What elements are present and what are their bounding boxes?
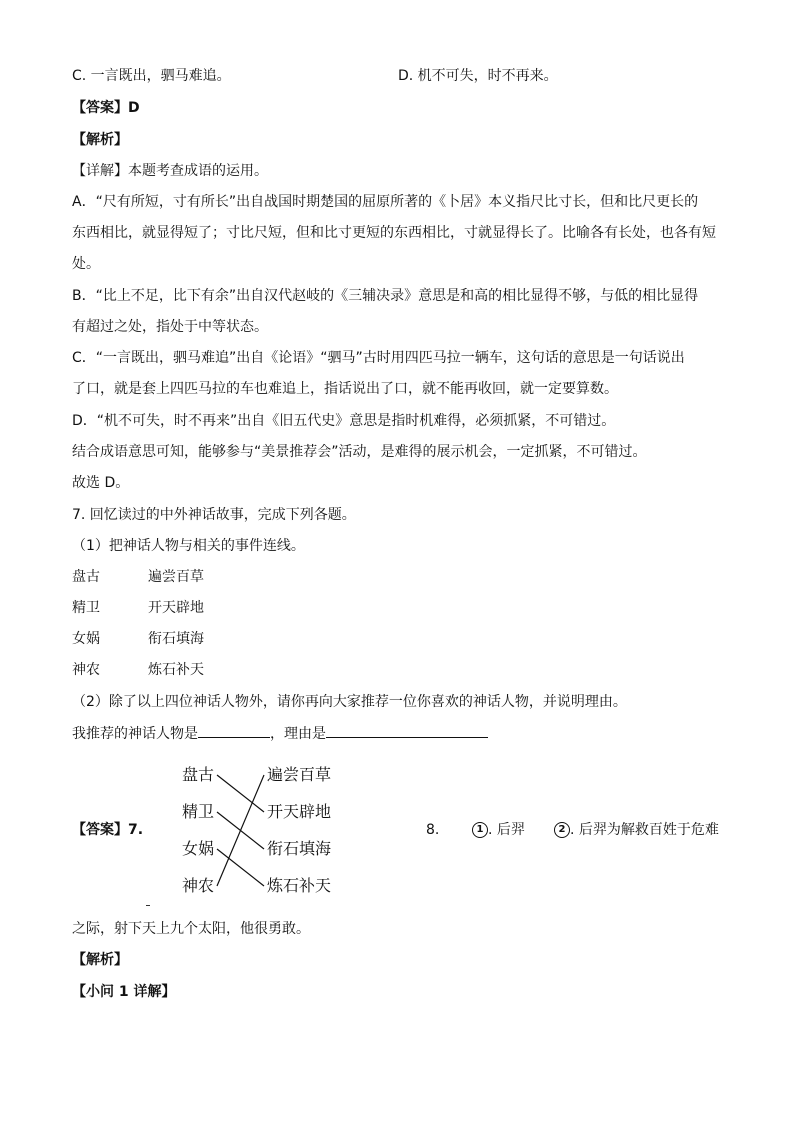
- q6-conclusion: 结合成语意思可知，能够参与“美景推荐会”活动，是难得的展示机会，一定抓紧，不可错过。: [72, 444, 647, 460]
- pair-left-3: 神农: [72, 662, 100, 678]
- pair-right-2: 衔石填海: [148, 631, 204, 647]
- pair-left-0: 盘古: [72, 569, 100, 585]
- pair-left-1: 精卫: [72, 600, 100, 616]
- matching-line-0: [217, 775, 264, 812]
- q8-answer-number: 8.: [426, 822, 440, 838]
- q6-detail: 【详解】本题考查成语的运用。: [72, 163, 268, 179]
- q6-explain-c-2: 了口，就是套上四匹马拉的车也难追上，指话说出了口，就不能再收回，就一定要算数。: [72, 381, 618, 397]
- option-c: C. 一言既出，驷马难追。: [72, 68, 231, 84]
- pair-right-1: 开天辟地: [148, 600, 204, 616]
- q6-explain-a-3: 处。: [72, 256, 100, 272]
- q7-analysis-label: 【解析】: [72, 952, 128, 968]
- diagram-right-0: 遍尝百草: [267, 765, 332, 784]
- q6-answer: 【答案】D: [72, 100, 140, 116]
- q6-explain-b-1: B．“比上不足，比下有余”出自汉代赵岐的《三辅决录》意思是和高的相比显得不够，与低的相比显得: [72, 288, 699, 304]
- q7-sub-detail-label: 【小问 1 详解】: [72, 984, 176, 1000]
- option-d: D. 机不可失，时不再来。: [398, 68, 558, 84]
- diagram-right-3: 炼石补天: [267, 876, 332, 895]
- diagram-right-1: 开天辟地: [267, 802, 332, 821]
- fill-prefix: 我推荐的神话人物是: [72, 726, 198, 742]
- pair-left-2: 女娲: [72, 631, 100, 647]
- q6-explain-c-1: C．“一言既出，驷马难追”出自《论语》“驷马”古时用四匹马拉一辆车，这句话的意思是一句话说出: [72, 350, 685, 366]
- q7-title: 7. 回忆读过的中外神话故事，完成下列各题。: [72, 507, 356, 523]
- q7-sub2: （2）除了以上四位神话人物外，请你再向大家推荐一位你喜欢的神话人物，并说明理由。: [72, 694, 627, 710]
- q6-explain-a-2: 东西相比，就显得短了；寸比尺短，但和比寸更短的东西相比，寸就显得长了。比喻各有长处，也各有短: [72, 225, 716, 241]
- q6-explain-b-2: 有超过之处，指处于中等状态。: [72, 319, 268, 335]
- diagram-left-1: 精卫: [182, 802, 215, 821]
- diagram-right-2: 衔石填海: [267, 839, 332, 858]
- q8-answer-part2: 2 . 后羿为解救百姓于危难: [554, 820, 719, 840]
- q8-answer-part1: 1 . 后羿: [472, 820, 525, 840]
- dash-mark: [146, 905, 150, 906]
- pair-right-0: 遍尝百草: [148, 569, 204, 585]
- diagram-left-2: 女娲: [182, 839, 215, 858]
- matching-line-2: [217, 849, 264, 886]
- diagram-left-3: 神农: [182, 876, 215, 895]
- q6-explain-d: D．“机不可失，时不再来”出自《旧五代史》意思是指时机难得，必须抓紧，不可错过。: [72, 413, 616, 429]
- q8-answer-continuation: 之际，射下天上九个太阳，他很勇敢。: [72, 921, 310, 937]
- q6-analysis-label: 【解析】: [72, 132, 128, 148]
- q6-explain-a-1: A．“尺有所短，寸有所长”出自战国时期楚国的屈原所著的《卜居》本义指尺比寸长，但和比尺更长的: [72, 194, 699, 210]
- pair-right-3: 炼石补天: [148, 662, 204, 678]
- matching-line-3: [217, 775, 264, 886]
- circled-two-icon: 2: [554, 822, 570, 838]
- circled-one-icon: 1: [472, 822, 488, 838]
- q7-sub1: （1）把神话人物与相关的事件连线。: [72, 538, 305, 554]
- q6-choose: 故选 D。: [72, 475, 130, 491]
- fill-middle: ，理由是: [270, 726, 326, 742]
- q7-answer-label: 【答案】7.: [72, 822, 144, 838]
- diagram-left-0: 盘古: [182, 765, 215, 784]
